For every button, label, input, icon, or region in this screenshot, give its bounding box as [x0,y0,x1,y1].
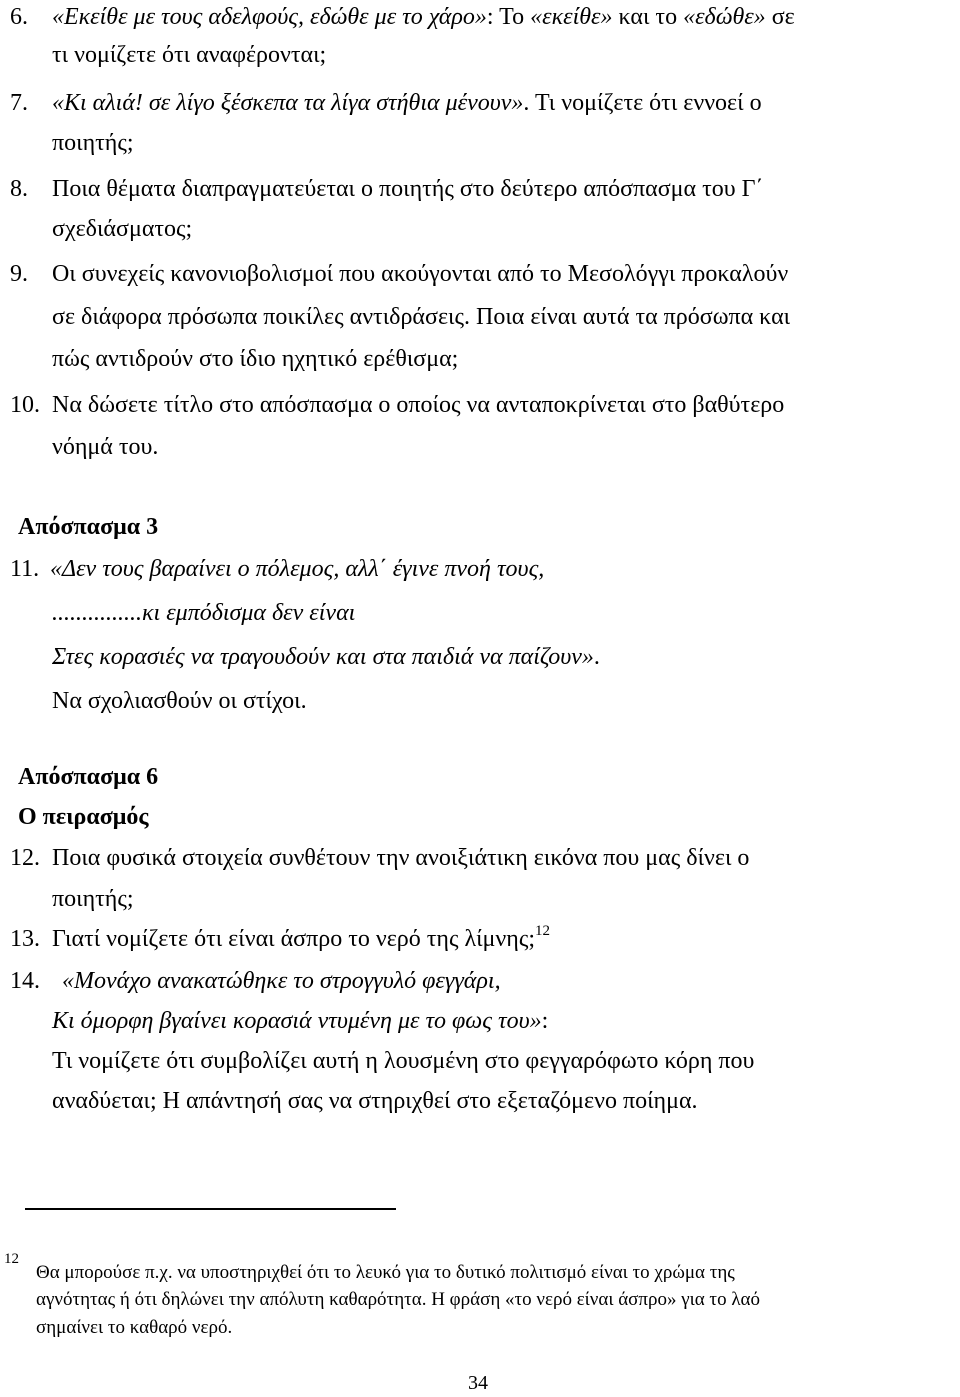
footnote-text: σημαίνει το καθαρό νερό. [36,1317,233,1338]
question-text: αναδύεται; Η απάντησή σας να στηριχθεί στο εξεταζόμενο ποίημα. [52,1088,698,1114]
question-text: τι νομίζετε ότι αναφέρονται; [52,42,327,68]
question-text: πώς αντιδρούν στο ίδιο ηχητικό ερέθισμα; [52,346,459,372]
question-text: «Εκείθε με τους αδελφούς, εδώθε με το χάρο»: Το «εκείθε» και το «εδώθε» σε [52,4,795,30]
question-number: 10. [10,392,40,418]
footnote-reference[interactable]: 12 [535,923,550,939]
footnote-separator [25,1208,396,1210]
question-number: 11. [10,556,40,582]
question-number: 7. [10,90,28,116]
question-text: Να σχολιασθούν οι στίχοι. [52,688,307,714]
question-text: ποιητής; [52,886,134,912]
verse-line: «Δεν τους βαραίνει ο πόλεμος, αλλ΄ έγινε πνοή τους, [50,556,545,582]
question-text: σε διάφορα πρόσωπα ποικίλες αντιδράσεις. Ποια είναι αυτά τα πρόσωπα και [52,304,791,330]
question-number: 6. [10,4,28,30]
footnote-mark: 12 [4,1251,19,1267]
verse-line: Κι όμορφη βγαίνει κορασιά ντυμένη με το φως του»: [52,1008,549,1034]
question-text: Οι συνεχείς κανονιοβολισμοί που ακούγονται από το Μεσολόγγι προκαλούν [52,261,789,287]
footnote-text: αγνότητας ή ότι δηλώνει την απόλυτη καθαρότητα. Η φράση «το νερό είναι άσπρο» για το λαό [36,1289,760,1310]
verse-line: «Μονάχο ανακατώθηκε το στρογγυλό φεγγάρι, [62,968,501,994]
question-text: Τι νομίζετε ότι συμβολίζει αυτή η λουσμένη στο φεγγαρόφωτο κόρη που [52,1048,755,1074]
question-number: 9. [10,261,28,287]
section-heading: Απόσπασμα 6 [18,764,159,790]
question-number: 12. [10,845,40,871]
quote: «εδώθε» [683,4,766,30]
question-text: Γιατί νομίζετε ότι είναι άσπρο το νερό της λίμνης;$^{12}$ [52,923,550,952]
question-text: ποιητής; [52,130,134,156]
footnote-text: Θα μπορούσε π.χ. να υποστηριχθεί ότι το λευκό για το δυτικό πολιτισμό είναι το χρώμα της [36,1262,735,1283]
question-number: 8. [10,176,28,202]
verse-line: Στες κορασιές να τραγουδούν και στα παιδιά να παίζουν». [52,644,600,670]
question-text: «Κι αλιά! σε λίγο ξέσκεπα τα λίγα στήθια μένουν». Τι νομίζετε ότι εννοεί ο [52,90,762,116]
question-number: 14. [10,968,40,994]
section-heading: Απόσπασμα 3 [18,514,159,540]
question-text: Ποια φυσικά στοιχεία συνθέτουν την ανοιξιάτικη εικόνα που μας δίνει ο [52,845,750,871]
question-text: Να δώσετε τίτλο στο απόσπασμα ο οποίος να ανταποκρίνεται στο βαθύτερο [52,392,785,418]
quote: «Κι αλιά! σε λίγο ξέσκεπα τα λίγα στήθια μένουν» [52,90,524,116]
question-number: 13. [10,926,40,952]
question-text: νόημά του. [52,434,159,460]
quote: «Εκείθε με τους αδελφούς, εδώθε με το χάρο» [52,4,487,30]
page-number: 34 [468,1372,488,1394]
verse-line: ...............κι εμπόδισμα δεν είναι [52,600,356,626]
section-subheading: Ο πειρασμός [18,804,149,830]
question-text: Ποια θέματα διαπραγματεύεται ο ποιητής στο δεύτερο απόσπασμα του Γ΄ [52,176,764,202]
question-text: σχεδιάσματος; [52,216,193,242]
quote: «εκείθε» [530,4,613,30]
